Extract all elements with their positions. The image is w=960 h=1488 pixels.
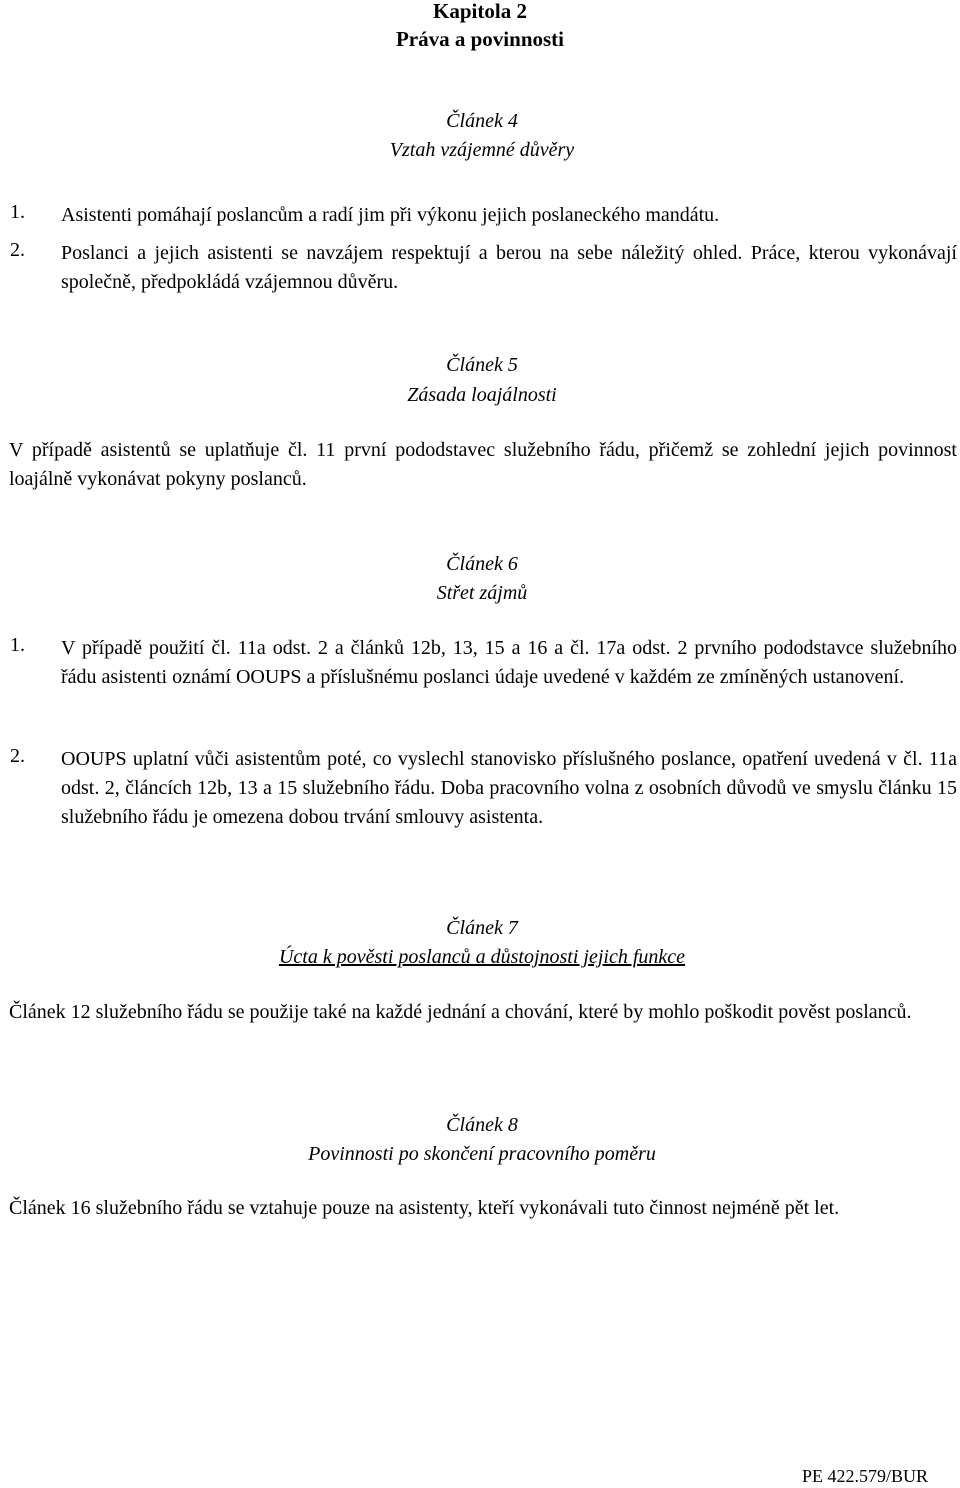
- chapter-title: Práva a povinnosti: [395, 27, 565, 51]
- document-reference: PE 422.579/BUR: [801, 1466, 928, 1486]
- article-4-subtitle: Vztah vzájemné důvěry: [389, 139, 575, 161]
- article-4-para-2: Poslanci a jejich asistenti se navzájem respektují a berou na sebe náležitý ohled. Práce, kterou vykonávají společně, předpokládá vzájemnou důvěru.: [61, 242, 957, 293]
- article-7-heading: Článek 7: [446, 917, 518, 939]
- article-6-para-1: V případě použití čl. 11a odst. 2 a článků 12b, 13, 15 a 16 a čl. 17a odst. 2 prvního pododstavce služebního řádu asistenti oznámí OOUPS a příslušnému poslanci údaje uvedené v každém ze zmíněných ustanovení.: [61, 637, 957, 688]
- article-6-subtitle: Střet zájmů: [436, 582, 528, 604]
- article-6-heading: Článek 6: [446, 553, 518, 575]
- article-4-para-1-number: 1.: [10, 201, 25, 223]
- article-8-text: Článek 16 služebního řádu se vztahuje pouze na asistenty, kteří vykonávali tuto činnost nejméně pět let.: [9, 1197, 840, 1219]
- article-6-para-1-number: 1.: [10, 634, 25, 656]
- article-4-para-2-number: 2.: [10, 239, 25, 261]
- article-5-text: V případě asistentů se uplatňuje čl. 11 první pododstavec služebního řádu, přičemž se zohlední jejich povinnost loajálně vykonávat pokyny poslanců.: [9, 439, 957, 490]
- article-4-para-1: Asistenti pomáhají poslancům a radí jim při výkonu jejich poslaneckého mandátu.: [61, 204, 720, 226]
- article-8-subtitle: Povinnosti po skončení pracovního poměru: [308, 1143, 656, 1165]
- chapter-number: Kapitola 2: [433, 0, 527, 23]
- article-6-para-2: OOUPS uplatní vůči asistentům poté, co vyslechl stanovisko příslušného poslance, opatření uvedená v čl. 11a odst. 2, článcích 12b, 13 a 15 služebního řádu. Doba pracovního volna z osobních důvodů ve smyslu článku 15 služebního řádu je omezena dobou trvání smlouvy asistenta.: [61, 748, 957, 828]
- article-6-para-2-number: 2.: [10, 745, 25, 767]
- article-5-heading: Článek 5: [446, 354, 518, 376]
- article-7-text: Článek 12 služebního řádu se použije také na každé jednání a chování, které by mohlo poškodit pověst poslanců.: [9, 1001, 912, 1023]
- article-7-subtitle: Úcta k pověsti poslanců a důstojnosti jejich funkce: [278, 946, 686, 968]
- article-5-subtitle: Zásada loajálnosti: [407, 384, 557, 406]
- article-4-heading: Článek 4: [446, 110, 518, 132]
- article-8-heading: Článek 8: [446, 1114, 518, 1136]
